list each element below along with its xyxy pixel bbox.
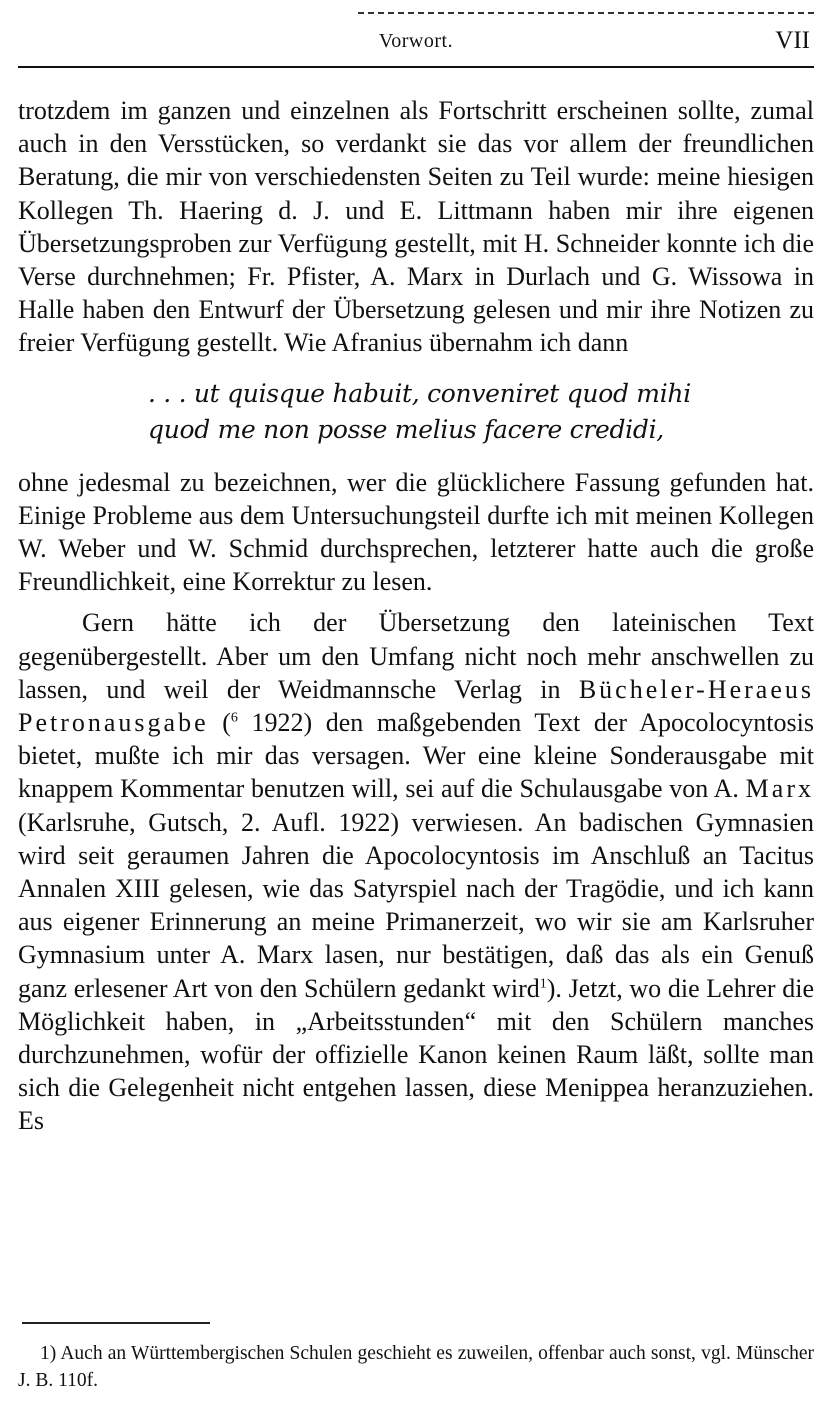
paragraph-1-line: trotzdem im ganzen und einzelnen als Fortschritt erscheinen — [18, 96, 678, 125]
paragraph-1-line: sollte, zumal auch in den Versstücken, so verdankt sie das vor — [18, 96, 814, 159]
paragraph-3-text: ( — [208, 708, 231, 738]
header-rule — [18, 66, 814, 68]
running-title: Vorwort. — [378, 30, 454, 52]
page-number: VII — [775, 27, 810, 54]
paragraph-1-line: Notizen zu freier Verfügung gestellt. Wie Afranius übernahm — [18, 295, 814, 358]
latin-quote-line: . . . ut quisque habuit, conveniret quod mihi — [148, 378, 691, 408]
paragraph-1-line: Seiten zu Teil wurde: meine hiesigen Kollegen Th. Haering d. J. — [18, 162, 815, 225]
running-header — [18, 27, 814, 62]
top-dashed-rule — [358, 12, 814, 14]
edition-superscript: 6 — [230, 710, 238, 726]
paragraph-1-line: allem der freundlichen Beratung, die mir von verschiedensten — [18, 129, 814, 192]
latin-quotation — [148, 376, 814, 448]
paragraph-1-line: Halle haben den Entwurf der Übersetzung gelesen und mir ihre — [18, 295, 699, 325]
footnote-marker: 1) — [40, 1343, 57, 1364]
paragraph-1-line: ich dann — [539, 328, 629, 358]
paragraph-3-text: ). Jetzt, wo die Lehrer die Möglichkeit haben, in „Arbeitsstunden“ mit den Schülern manches durchzunehmen, wofür der offizielle Kanon keinen Raum läßt, sollte man sich die Gelegenheit nicht entgehen lassen, diese Menippea heranzuziehen. Es — [18, 973, 814, 1136]
page-body — [18, 94, 814, 1138]
footnote-rule-dashed — [136, 1322, 210, 1324]
paragraph-1-line: durchnehmen; Fr. Pfister, A. Marx in Durlach und G. Wissowa in — [87, 262, 814, 292]
paragraph-3 — [18, 606, 814, 1137]
footnote-reference[interactable]: 1 — [539, 976, 547, 992]
footnote — [18, 1340, 814, 1394]
paragraph-2: ohne jedesmal zu bezeichnen, wer die glücklichere Fassung gefunden hat. Einige Probleme aus dem Untersuchungsteil durfte ich mit meinen Kollegen W. Weber und W. Schmid durchsprechen, letzterer hatte auch die große Freundlichkeit, eine Korrektur zu lesen. — [18, 467, 814, 597]
spaced-edition-name: Bücheler-Heraeus Petronausgabe — [18, 674, 814, 738]
paragraph-3-text: 1922) den maßgebenden Text der Apocolocyntosis bietet, mußte ich mir das versagen. Wer eine kleine Sonderausgabe mit knappem Kommentar benutzen will, sei auf die Schulausgabe von A. — [18, 708, 814, 804]
paragraph-1-line: und E. Littmann haben mir ihre eigenen Übersetzungsproben — [18, 195, 814, 258]
latin-quote-line: quod me non posse melius facere credidi, — [148, 414, 664, 444]
footnote-text: Auch an Württembergischen Schulen geschieht es zuweilen, offenbar auch sonst, vgl. Münscher J. B. 110f. — [18, 1343, 814, 1391]
book-page — [18, 0, 814, 1404]
paragraph-3-text: Gern hätte ich der Übersetzung den lateinischen Text gegenübergestellt. Aber um den Umfang nicht noch mehr anschwellen zu lassen, und weil der Weidmannsche Verlag in — [18, 608, 814, 704]
paragraph-3-text: (Karlsruhe, Gutsch, 2. Aufl. 1922) verwiesen. An badischen Gymnasien wird seit geraumen Jahren die Apocolocyntosis im Anschluß an Tacitus Annalen XIII gelesen, wie das Satyrspiel nach der Tragödie, und ich kann aus eigener Erinnerung an meine Primanerzeit, wo wir sie am Karlsruher Gymnasium unter A. Marx lasen, nur bestätigen, daß das als ein Genuß ganz erlesener Art von den Schülern gedankt wird — [18, 807, 814, 1003]
paragraph-1 — [18, 94, 814, 360]
spaced-author-name: Marx — [745, 774, 814, 804]
paragraph-1-line: zur Verfügung gestellt, mit H. Schneider konnte ich die Verse — [18, 228, 814, 292]
